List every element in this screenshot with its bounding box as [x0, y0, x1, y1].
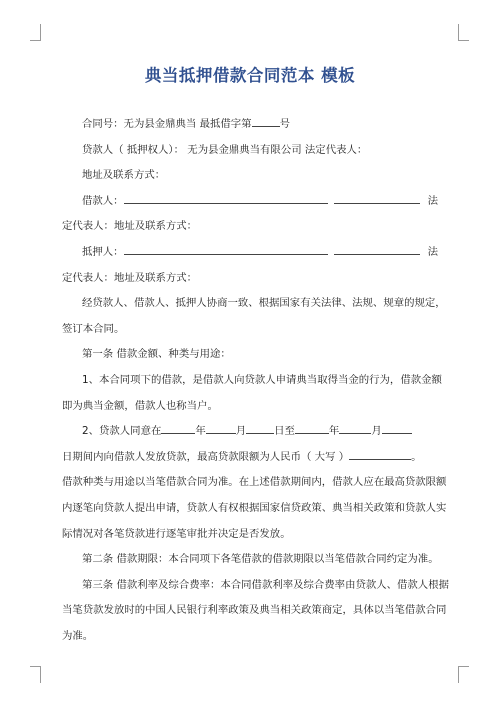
- blank-field: [349, 450, 411, 460]
- paragraph-line: 借款种类与用途以当笔借款合同为准。在上述借款期间内，借款人应在最高贷款限额: [62, 476, 447, 489]
- lender-line: 贷款人（ 抵押权人）： 无为县金鼎典当有限公司 法定代表人：: [82, 143, 368, 156]
- crop-mark-bottom-right: [458, 666, 469, 683]
- article-1-title: 第一条 借款金额、种类与用途：: [82, 348, 231, 361]
- document-title: 典当抵押借款合同范本 模板: [144, 66, 356, 85]
- paragraph-line: 即为典当金额，借款人也称当户。: [62, 399, 218, 412]
- blank-field: [124, 245, 328, 255]
- borrower-rep-line: 定代表人：地址及联系方式：: [62, 220, 198, 233]
- paragraph-line: 为准。: [62, 629, 94, 642]
- article-2: 第二条 借款期限：本合同项下各笔借款的借款期限以当笔借款合同约定为准。: [82, 553, 439, 566]
- contract-number-line: 合同号：无为县金鼎典当 最抵借字第 号: [82, 118, 290, 130]
- loan-limit-line: 日期间内向借款人发放贷款，最高贷款限额为人民币（ 大写 ） 。: [62, 450, 422, 463]
- paragraph-line: 际情况对各笔贷款进行逐笔审批并决定是否发放。: [62, 527, 291, 540]
- blank-field: [246, 424, 274, 434]
- paragraph-line: 签订本合同。: [62, 322, 125, 335]
- pledgor-rep-line: 定代表人：地址及联系方式：: [62, 271, 198, 284]
- blank-field: [252, 117, 280, 127]
- paragraph-line: 1、本合同项下的借款，是借款人向贷款人申请典当取得当金的行为，借款金额: [82, 373, 442, 386]
- blank-field: [334, 194, 420, 204]
- crop-mark-top-right: [458, 24, 469, 41]
- blank-field: [339, 424, 371, 434]
- article-3: 第三条 借款利率及综合费率：本合同借款利率及综合费率由贷款人、借款人根据: [82, 578, 449, 591]
- borrower-line: 借款人： 法: [82, 194, 438, 207]
- loan-period-line: 2、贷款人同意在 年 月 日至 年 月: [62, 419, 438, 445]
- blank-field: [295, 424, 329, 434]
- paragraph-line: 经贷款人、借款人、抵押人协商一致、根据国家有关法律、法规、规章的规定，: [82, 297, 446, 310]
- blank-field: [161, 424, 195, 434]
- blank-field: [334, 245, 420, 255]
- pledgor-line: 抵押人： 法: [82, 245, 438, 258]
- paragraph-line: 当笔贷款发放时的中国人民银行利率政策及典当相关政策商定，具体以当笔借款合同: [62, 604, 447, 617]
- crop-mark-top-left: [30, 24, 41, 41]
- document-body: [62, 112, 449, 649]
- blank-field: [124, 194, 328, 204]
- crop-mark-bottom-left: [30, 666, 41, 683]
- blank-field: [206, 424, 236, 434]
- lender-address-line: 地址及联系方式：: [82, 169, 166, 182]
- paragraph-line: 内逐笔向贷款人提出申请，贷款人有权根据国家信贷政策、典当相关政策和贷款人实: [62, 501, 447, 514]
- blank-field: [382, 424, 412, 434]
